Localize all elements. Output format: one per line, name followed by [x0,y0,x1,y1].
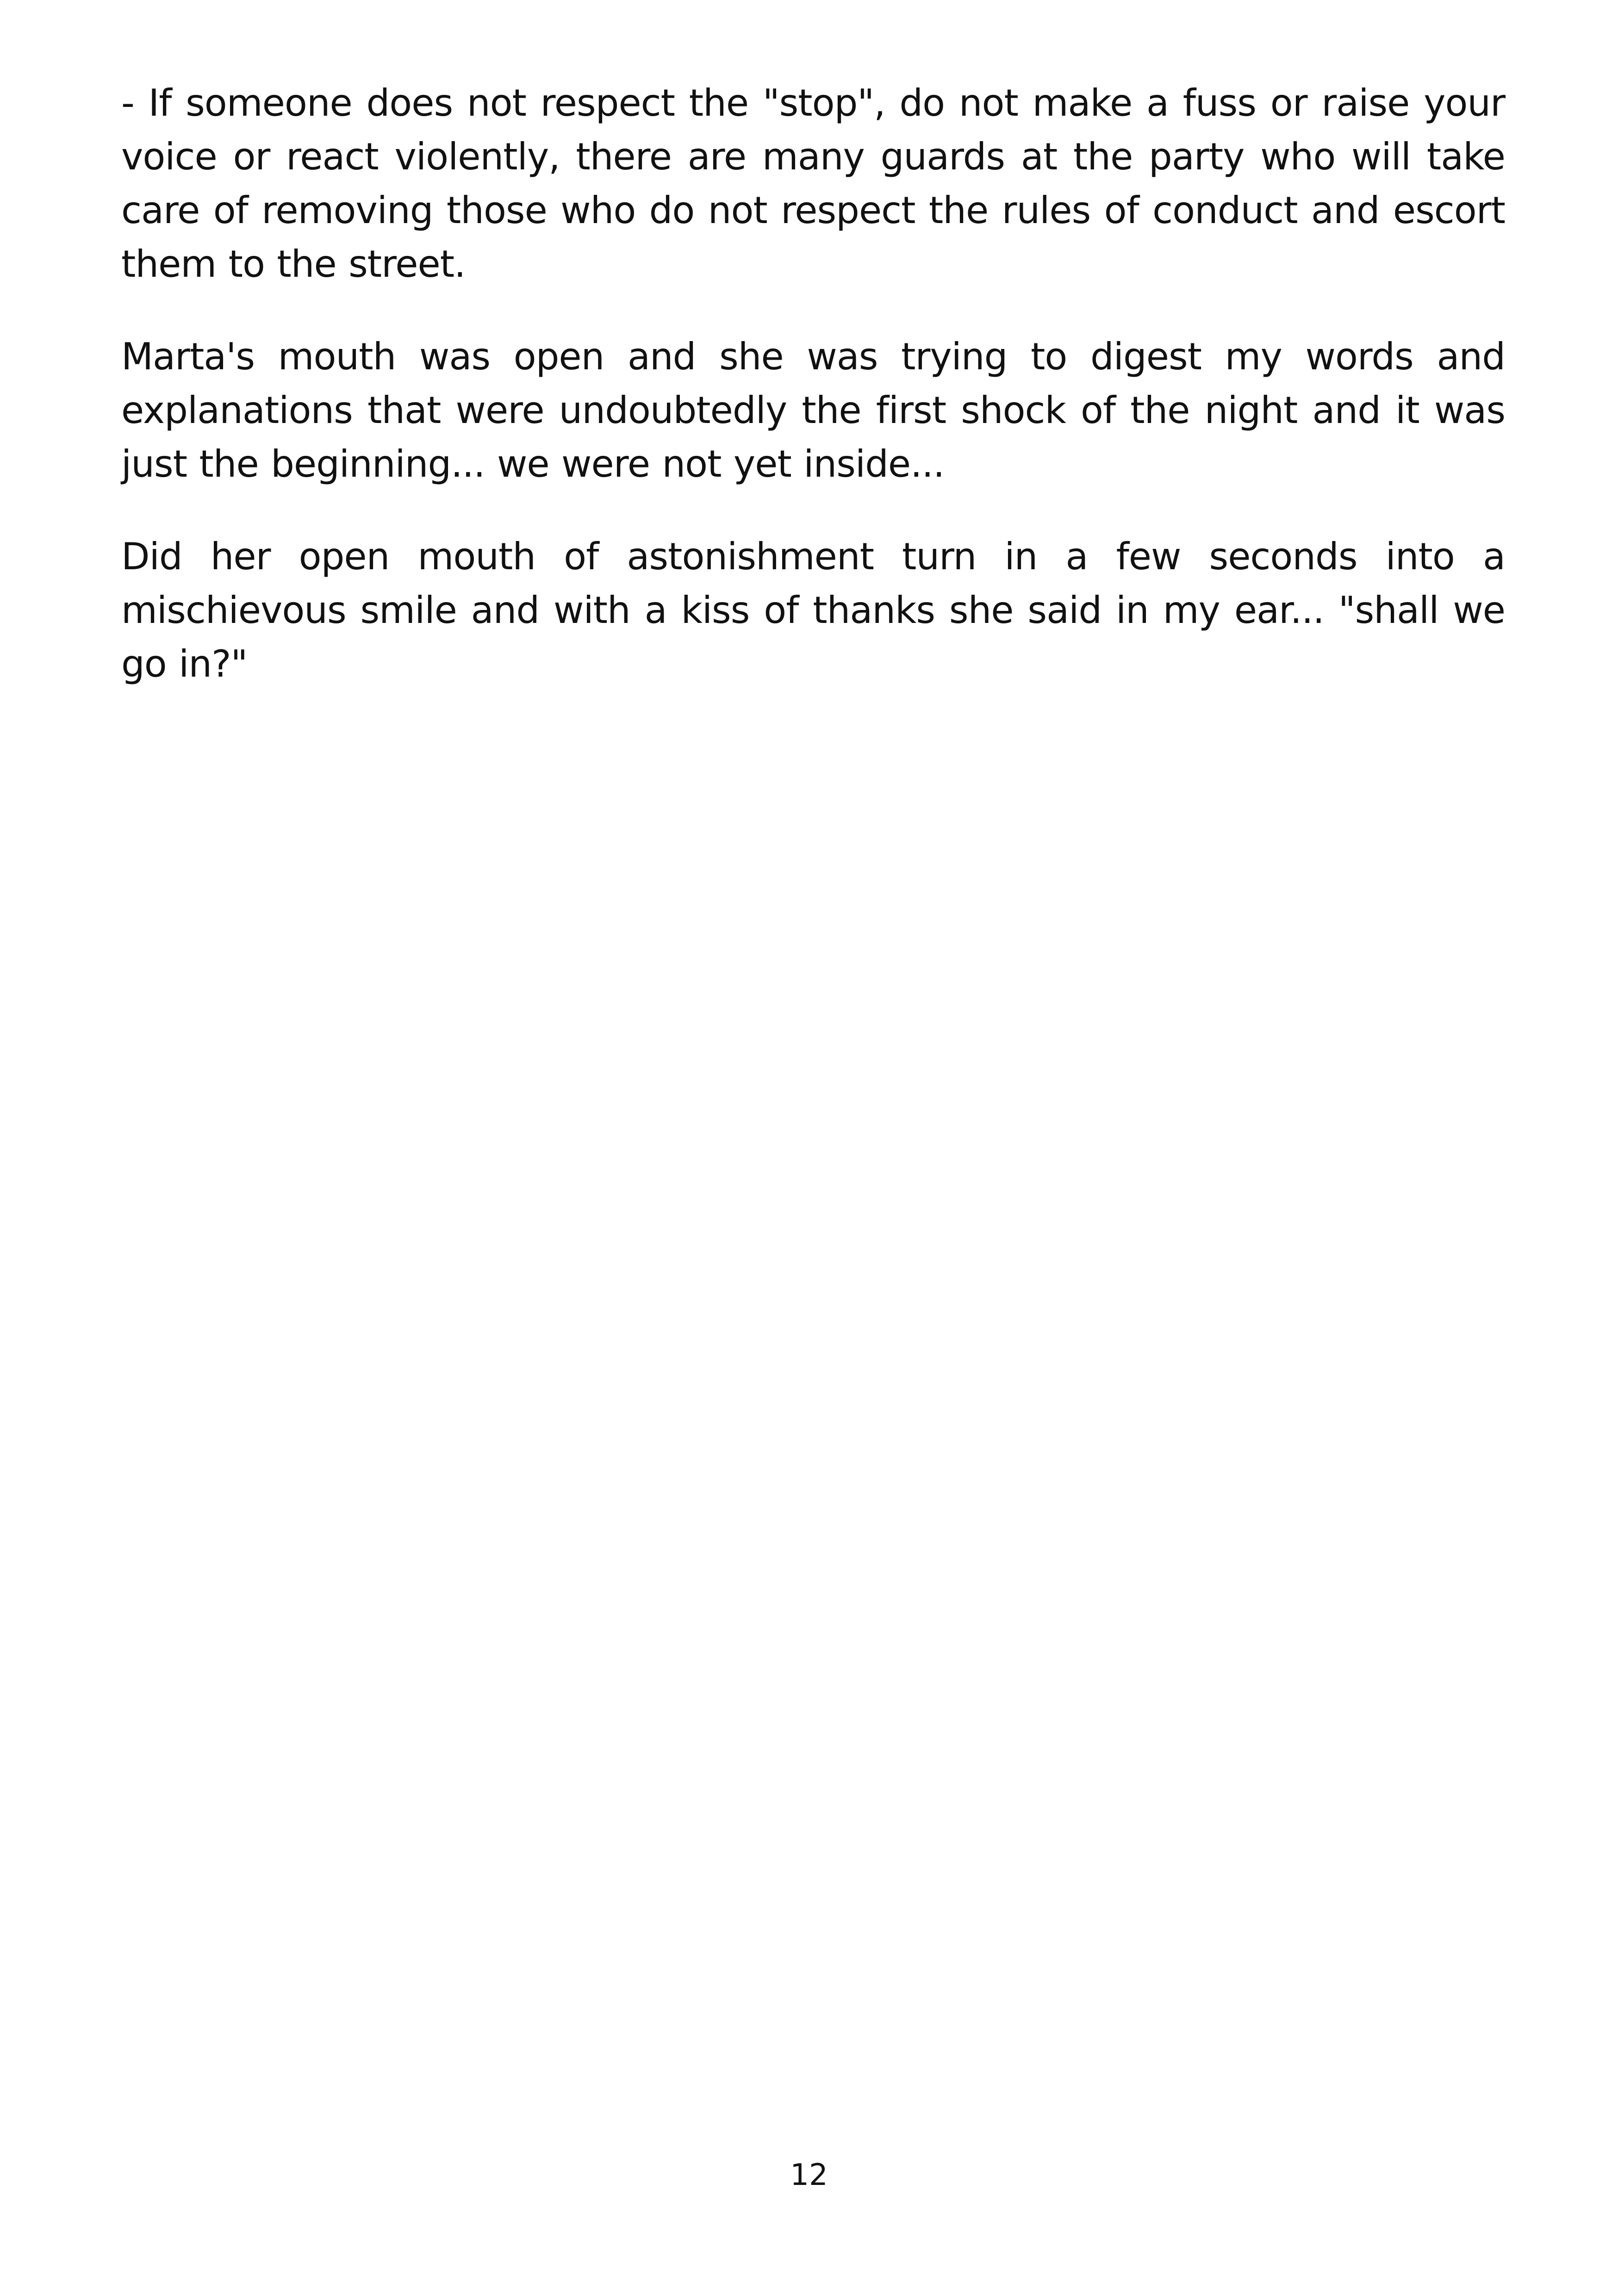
paragraph-3: Did her open mouth of astonishment turn in a few seconds into a mischievous smile and with a kiss of thanks she said in my ear... "shall we go in?" [121,535,1505,685]
page-number: 12 [790,2158,828,2192]
paragraph-1: - If someone does not respect the "stop", do not make a fuss or raise your voice or react violently, there are many guards at the party who will take care of removing those who do not respect the rules of conduct and escort them to the street. [121,81,1505,286]
paragraph-2: Marta's mouth was open and she was trying to digest my words and explanations that were undoubtedly the first shock of the night and it was just the beginning... we were not yet inside... [121,335,1505,485]
body-text [121,76,1505,730]
